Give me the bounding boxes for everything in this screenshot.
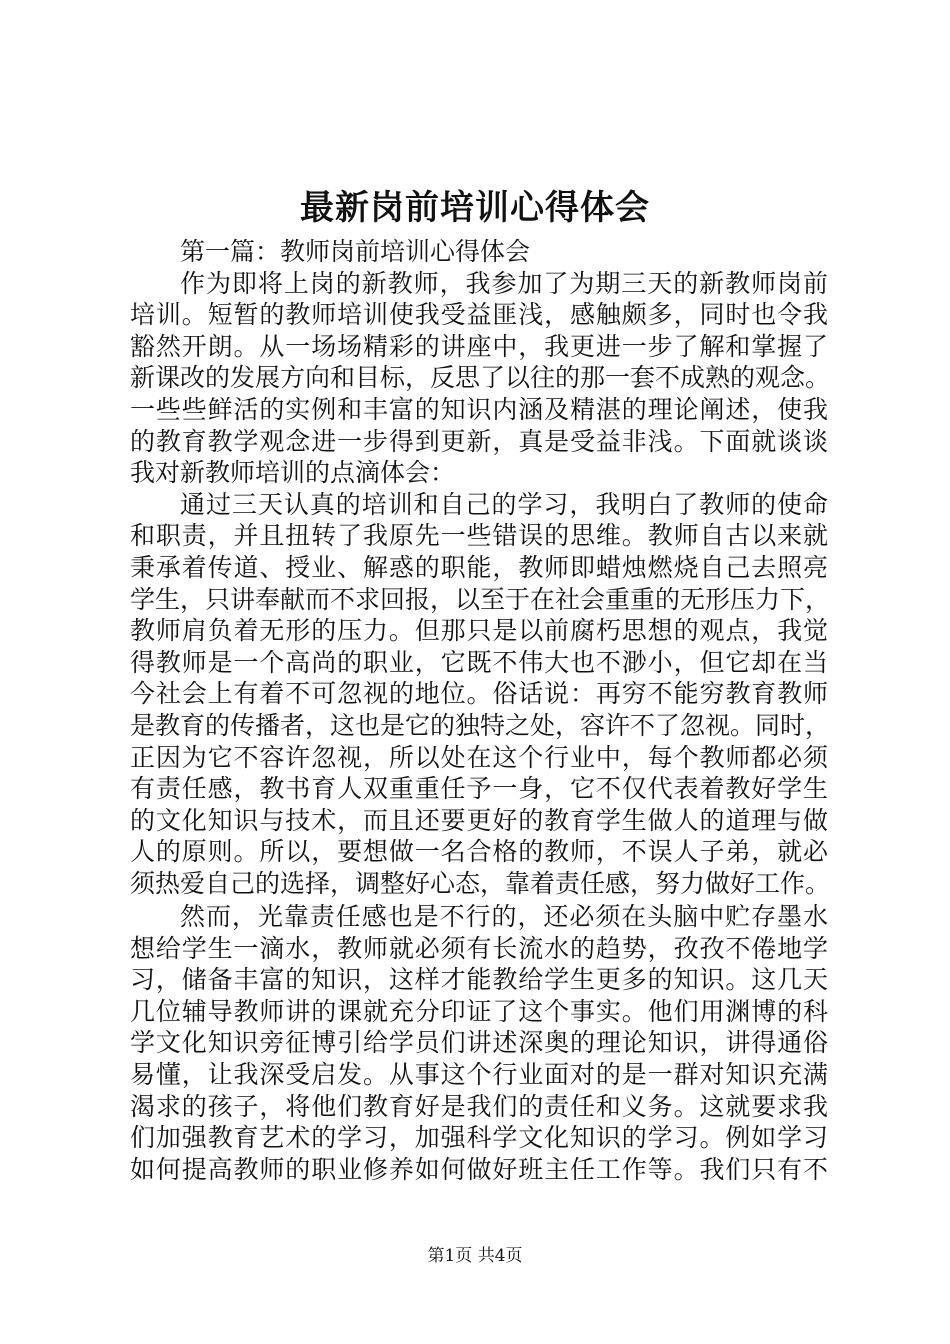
paragraph-2-line: 教师肩负着无形的压力。但那只是以前腐朽思想的观点，我觉 xyxy=(130,616,828,646)
paragraph-3-line: 习，储备丰富的知识，这样才能教给学生更多的知识。这几天 xyxy=(130,965,828,995)
paragraph-1-line: 新课改的发展方向和目标，反思了以往的那一套不成熟的观念。 xyxy=(130,363,831,393)
document-body-part-2 xyxy=(130,901,828,1185)
paragraph-2-line: 须热爱自己的选择，调整好心态，靠着责任感，努力做好工作。 xyxy=(130,868,831,898)
paragraph-2-line: 是教育的传播者，这也是它的独特之处，容许不了忽视。同时， xyxy=(130,710,831,740)
paragraph-2-line: 通过三天认真的培训和自己的学习，我明白了教师的使命 xyxy=(180,489,828,519)
paragraph-3-line: 易懂，让我深受启发。从事这个行业面对的是一群对知识充满 xyxy=(130,1059,828,1089)
paragraph-2-line: 和职责，并且扭转了我原先一些错误的思维。教师自古以来就 xyxy=(130,521,828,551)
paragraph-2-line: 学生，只讲奉献而不求回报，以至于在社会重重的无形压力下， xyxy=(130,584,831,614)
paragraph-2-line: 今社会上有着不可忽视的地位。俗话说：再穷不能穷教育教师 xyxy=(130,679,828,709)
paragraph-1-line: 的教育教学观念进一步得到更新，真是受益非浅。下面就谈谈 xyxy=(130,426,828,456)
paragraph-2-line: 秉承着传道、授业、解惑的职能，教师即蜡烛燃烧自己去照亮 xyxy=(130,552,828,582)
section-heading: 第一篇：教师岗前培训心得体会 xyxy=(180,237,531,266)
paragraph-3-line: 几位辅导教师讲的课就充分印证了这个事实。他们用渊博的科 xyxy=(130,996,828,1026)
document-body-part-1 xyxy=(130,236,831,899)
paragraph-2-line: 有责任感，教书育人双重重任予一身，它不仅代表着教好学生 xyxy=(130,774,828,804)
paragraph-2-line: 得教师是一个高尚的职业，它既不伟大也不渺小，但它却在当 xyxy=(130,647,828,677)
paragraph-3-line: 们加强教育艺术的学习，加强科学文化知识的学习。例如学习 xyxy=(130,1123,828,1153)
paragraph-1-line: 培训。短暂的教师培训使我受益匪浅，感触颇多，同时也令我 xyxy=(130,300,828,330)
paragraph-1-line: 豁然开朗。从一场场精彩的讲座中，我更进一步了解和掌握了 xyxy=(130,331,828,361)
paragraph-2-line: 正因为它不容许忽视，所以处在这个行业中，每个教师都必须 xyxy=(130,742,828,772)
paragraph-1-line: 作为即将上岗的新教师，我参加了为期三天的新教师岗前 xyxy=(180,268,828,298)
paragraph-3-line: 学文化知识旁征博引给学员们讲述深奥的理论知识，讲得通俗 xyxy=(130,1028,828,1058)
paragraph-1-line: 一些些鲜活的实例和丰富的知识内涵及精湛的理论阐述，使我 xyxy=(130,394,828,424)
document-title: 最新岗前培训心得体会 xyxy=(300,188,650,228)
paragraph-3-line: 然而，光靠责任感也是不行的，还必须在头脑中贮存墨水 xyxy=(180,902,828,931)
paragraph-2-line: 的文化知识与技术，而且还要更好的教育学生做人的道理与做 xyxy=(130,805,828,835)
paragraph-3-line: 如何提高教师的职业修养如何做好班主任工作等。我们只有不 xyxy=(130,1154,828,1184)
paragraph-3-line: 渴求的孩子，将他们教育好是我们的责任和义务。这就要求我 xyxy=(130,1091,828,1121)
page-footer: 第1页 共4页 xyxy=(427,1246,523,1266)
paragraph-2-line: 人的原则。所以，要想做一名合格的教师，不误人子弟，就必 xyxy=(130,837,828,867)
paragraph-3-line: 想给学生一滴水，教师就必须有长流水的趋势，孜孜不倦地学 xyxy=(130,933,828,963)
paragraph-1-line: 我对新教师培训的点滴体会： xyxy=(130,458,456,488)
